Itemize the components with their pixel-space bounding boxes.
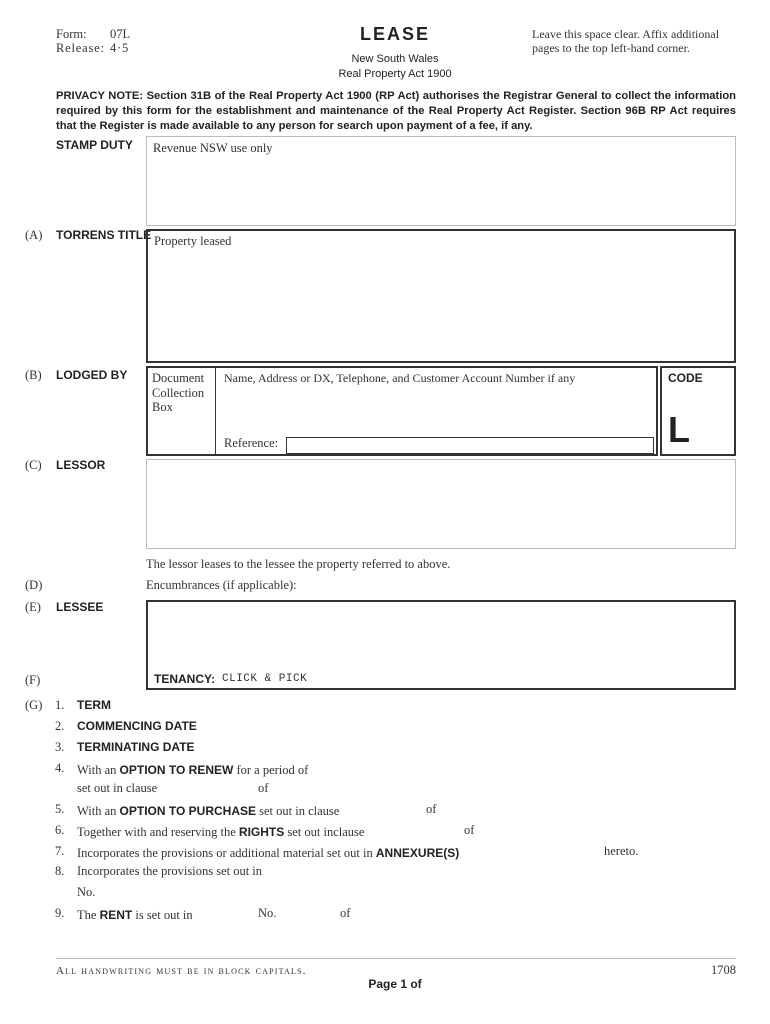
terminating-date-label: TERMINATING DATE	[77, 740, 195, 754]
option-purchase-pre: With an	[77, 804, 120, 818]
lessor-label: LESSOR	[56, 458, 106, 472]
term-item-number: 7.	[55, 844, 65, 858]
option-to-renew-line	[77, 761, 308, 779]
option-to-purchase-label: OPTION TO PURCHASE	[119, 804, 257, 818]
annexure-line	[77, 844, 459, 862]
release-value: 4·5	[110, 41, 130, 55]
form-code: 1708	[711, 963, 736, 977]
stamp-duty-box-text: Revenue NSW use only	[153, 141, 273, 155]
commencing-date-label: COMMENCING DATE	[77, 719, 197, 733]
rights-label: RIGHTS	[238, 825, 285, 839]
page-number: Page 1 of	[368, 977, 422, 991]
option-to-purchase-line	[77, 802, 339, 820]
form-value: 07L	[110, 27, 131, 41]
torrens-title-label: TORRENS TITLE	[56, 228, 152, 242]
rights-line	[77, 823, 364, 841]
release-number	[56, 41, 146, 56]
lessor-box[interactable]	[146, 459, 736, 549]
option-to-renew-label: OPTION TO RENEW	[119, 763, 234, 777]
lessee-label: LESSEE	[56, 600, 104, 614]
rent-pre: The	[77, 908, 100, 922]
reference-label: Reference:	[224, 436, 279, 450]
term-item-number: 9.	[55, 906, 65, 920]
section-a-letter: (A)	[25, 228, 43, 242]
rights-of-text: of	[464, 823, 475, 837]
form-label: Form:	[56, 27, 87, 41]
act-name: Real Property Act 1900	[338, 68, 452, 80]
document-collection-text: Document Collection Box	[152, 371, 205, 414]
release-label: Release:	[56, 41, 105, 55]
tenancy-select[interactable]: CLICK & PICK	[222, 673, 308, 685]
reference-input[interactable]	[286, 437, 654, 454]
term-item-number: 6.	[55, 823, 65, 837]
term-item-number: 1.	[55, 698, 65, 712]
section-e-letter: (E)	[25, 600, 41, 614]
term-item-number: 2.	[55, 719, 65, 733]
renew-of-text: of	[258, 781, 269, 795]
term-item-number: 4.	[55, 761, 65, 775]
rights-pre: Together with and reserving the	[77, 825, 239, 839]
section-f-letter: (F)	[25, 673, 41, 687]
annexure-hereto-text: hereto.	[604, 844, 639, 858]
lessee-box[interactable]	[146, 600, 736, 690]
rent-label: RENT	[99, 908, 133, 922]
page-title: LEASE	[359, 24, 430, 44]
code-box	[660, 366, 736, 456]
purchase-of-text: of	[426, 802, 437, 816]
rent-of-text: of	[340, 906, 351, 920]
lessor-statement: The lessor leases to the lessee the property referred to above.	[146, 557, 451, 571]
header-notice: Leave this space clear. Affix additional pages to the top left-hand corner.	[532, 27, 720, 55]
section-g-letter: (G)	[25, 698, 43, 712]
code-label: CODE	[668, 371, 703, 385]
annexure-label: ANNEXURE(S)	[375, 846, 460, 860]
annexure-pre: Incorporates the provisions or additional material set out in	[77, 846, 376, 860]
footer-divider	[56, 958, 736, 959]
term-item-number: 5.	[55, 802, 65, 816]
section-b-letter: (B)	[25, 368, 42, 382]
lodger-name-hint: Name, Address or DX, Telephone, and Customer Account Number if any	[224, 371, 576, 385]
code-value: L	[668, 409, 690, 450]
property-leased-text: Property leased	[154, 234, 232, 248]
state-name: New South Wales	[351, 53, 439, 65]
tenancy-label: TENANCY:	[154, 672, 216, 686]
handwriting-note: All handwriting must be in block capitals.	[56, 965, 307, 977]
option-renew-pre: With an	[77, 763, 120, 777]
provisions-no-text: No.	[77, 885, 96, 899]
encumbrances-label: Encumbrances (if applicable):	[146, 578, 297, 592]
privacy-note: PRIVACY NOTE: Section 31B of the Real Property Act 1900 (RP Act) authorises the Registrar General to collect the information required by this form for the establishment and maintenance of the Real Property Act Register. Section 96B RP Act requires that the Register is made available to any person for search upon payment of a fee, if any.	[56, 90, 736, 132]
section-c-letter: (C)	[25, 458, 42, 472]
renew-clause-text: set out in clause	[77, 781, 158, 795]
term-item-number: 8.	[55, 864, 65, 878]
term-item-number: 3.	[55, 740, 65, 754]
lodged-by-box	[146, 366, 658, 456]
lodged-by-label: LODGED BY	[56, 368, 128, 382]
document-collection-box[interactable]	[148, 368, 216, 454]
rent-post: is set out in	[132, 908, 193, 922]
provisions-text: Incorporates the provisions set out in	[77, 864, 263, 878]
option-renew-post: for a period of	[233, 763, 309, 777]
form-number	[56, 27, 146, 42]
stamp-duty-label: STAMP DUTY	[56, 138, 133, 152]
rent-line	[77, 906, 193, 924]
term-label: TERM	[77, 698, 111, 712]
rent-no-text: No.	[258, 906, 277, 920]
rights-post: set out inclause	[284, 825, 365, 839]
section-d-letter: (D)	[25, 578, 43, 592]
stamp-duty-box[interactable]	[146, 136, 736, 226]
property-leased-box[interactable]	[146, 229, 736, 363]
option-purchase-post: set out in clause	[256, 804, 340, 818]
